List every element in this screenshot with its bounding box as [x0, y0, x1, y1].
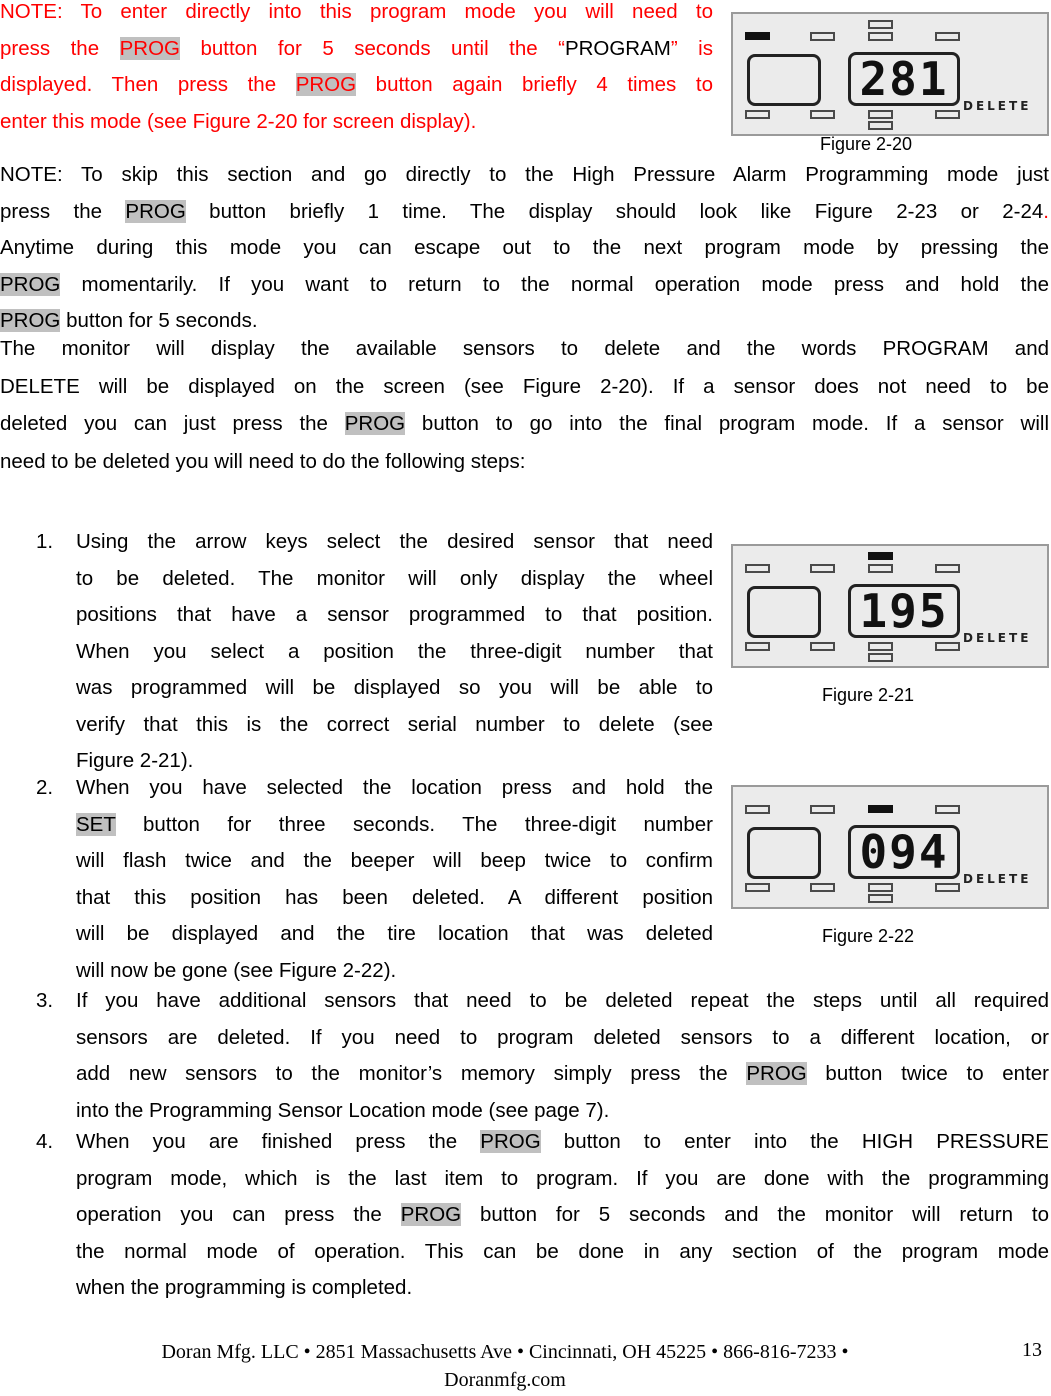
note-line: PROG momentarily. If you want to return to the normal operation mode press and hold the — [0, 272, 1049, 296]
step-line: will now be gone (see Figure 2-22). — [76, 958, 397, 982]
segment-indicator — [935, 883, 960, 892]
segment-indicator — [745, 642, 770, 651]
segment-indicator — [745, 32, 770, 40]
intro-line: The monitor will display the available sensors to delete and the words PROGRAM and — [0, 337, 1049, 360]
note-line: displayed. Then press the PROG button again briefly 4 times to — [0, 73, 713, 96]
step-line: that this position has been deleted. A different position — [76, 885, 713, 909]
segment-indicator — [868, 110, 893, 119]
segment-indicator — [745, 564, 770, 573]
page-number: 13 — [1022, 1339, 1042, 1361]
note-line: NOTE: To enter directly into this program mode you will need to — [0, 0, 713, 23]
segment-indicator — [868, 805, 893, 813]
step-1-number: 1. — [36, 530, 54, 553]
step-line: will be displayed and the tire location that was deleted — [76, 922, 713, 945]
note-skip — [0, 157, 1049, 340]
note-line: enter this mode (see Figure 2-20 for screen display). — [0, 109, 477, 133]
segment-indicator — [810, 110, 835, 119]
step-line: If you have additional sensors that need to be deleted repeat the steps until all required — [76, 989, 1049, 1012]
lcd-digits: 094 — [848, 825, 960, 879]
wheel-box — [747, 54, 821, 106]
step-line: Using the arrow keys select the desired sensor that need — [76, 530, 713, 553]
note-enter-mode — [0, 0, 713, 140]
footer-website: Doranmfg.com — [444, 1369, 566, 1391]
segment-indicator — [868, 894, 893, 903]
segment-indicator — [868, 121, 893, 130]
step-line: the normal mode of operation. This can be done in any section of the program mode — [76, 1239, 1049, 1263]
step-line: was programmed will be displayed so you will be able to — [76, 676, 713, 699]
lcd-delete-label: DELETE — [963, 631, 1032, 645]
step-2 — [76, 770, 713, 989]
intro-line: deleted you can just press the PROG button to go into the final program mode. If a sensor will — [0, 412, 1049, 435]
step-line: into the Programming Sensor Location mode (see page 7). — [76, 1098, 610, 1122]
step-3 — [76, 983, 1049, 1129]
wheel-box — [747, 586, 821, 638]
segment-indicator — [868, 564, 893, 573]
note-line: press the PROG button for 5 seconds until the “PROGRAM” is — [0, 36, 713, 60]
footer-address: Doran Mfg. LLC • 2851 Massachusetts Ave • Cincinnati, OH 45225 • 866-816-7233 • — [161, 1341, 849, 1363]
step-1 — [76, 524, 713, 780]
segment-indicator — [810, 642, 835, 651]
step-line: When you have selected the location press and hold the — [76, 776, 713, 799]
step-line: SET button for three seconds. The three-digit number — [76, 812, 713, 836]
step-line: operation you can press the PROG button for 5 seconds and the monitor will return to — [76, 1203, 1049, 1226]
segment-indicator — [745, 110, 770, 119]
segment-indicator — [810, 32, 835, 41]
segment-indicator — [810, 805, 835, 814]
step-line: When you are finished press the PROG button to enter into the HIGH PRESSURE — [76, 1130, 1049, 1153]
intro-line: DELETE will be displayed on the screen (see Figure 2-20). If a sensor does not need to be — [0, 374, 1049, 398]
note-line: NOTE: To skip this section and go directly to the High Pressure Alarm Programming mode just — [0, 163, 1049, 186]
segment-indicator — [868, 642, 893, 651]
segment-indicator — [745, 805, 770, 814]
lcd-digits: 195 — [848, 584, 960, 638]
segment-indicator — [935, 110, 960, 119]
intro-line: need to be deleted you will need to do the following steps: — [0, 449, 526, 473]
lcd-figure-2-22 — [731, 785, 1049, 909]
segment-indicator — [868, 883, 893, 892]
step-line: will flash twice and the beeper will beep twice to confirm — [76, 849, 713, 872]
step-line: Figure 2-21). — [76, 749, 194, 772]
segment-indicator — [868, 20, 893, 29]
segment-indicator — [935, 805, 960, 814]
segment-indicator — [935, 32, 960, 41]
lcd-delete-label: DELETE — [963, 99, 1032, 113]
note-line: Anytime during this mode you can escape out to the next program mode by pressing the — [0, 236, 1049, 259]
lcd-figure-2-20 — [731, 12, 1049, 136]
step-line: when the programming is completed. — [76, 1276, 413, 1299]
segment-indicator — [935, 564, 960, 573]
step-line: positions that have a sensor programmed to that position. — [76, 603, 713, 626]
lcd-digits: 281 — [848, 52, 960, 106]
step-line: add new sensors to the monitor’s memory simply press the PROG button twice to enter — [76, 1062, 1050, 1085]
step-line: sensors are deleted. If you need to program deleted sensors to a different location, or — [76, 1025, 1049, 1049]
segment-indicator — [868, 653, 893, 662]
segment-indicator — [810, 564, 835, 573]
segment-indicator — [868, 552, 893, 560]
figure-caption: Figure 2-20 — [820, 134, 913, 154]
figure-caption: Figure 2-22 — [822, 926, 915, 946]
intro-paragraph — [0, 330, 1049, 480]
wheel-box — [747, 827, 821, 879]
segment-indicator — [935, 642, 960, 651]
segment-indicator — [810, 883, 835, 892]
lcd-delete-label: DELETE — [963, 872, 1032, 886]
segment-indicator — [868, 32, 893, 41]
step-4-number: 4. — [36, 1130, 54, 1153]
step-3-number: 3. — [36, 989, 54, 1012]
step-line: to be deleted. The monitor will only display the wheel — [76, 566, 713, 590]
step-line: verify that this is the correct serial number to delete (see — [76, 712, 713, 736]
note-line: PROG button for 5 seconds. — [0, 309, 258, 332]
note-line: press the PROG button briefly 1 time. The display should look like Figure 2-23 or 2-24. — [0, 199, 1049, 223]
step-4 — [76, 1124, 1049, 1307]
segment-indicator — [745, 883, 770, 892]
step-line: When you select a position the three-digit number that — [76, 639, 713, 663]
step-line: program mode, which is the last item to program. If you are done with the programming — [76, 1166, 1049, 1190]
figure-caption: Figure 2-21 — [822, 685, 915, 705]
step-2-number: 2. — [36, 776, 54, 799]
lcd-figure-2-21 — [731, 544, 1049, 668]
